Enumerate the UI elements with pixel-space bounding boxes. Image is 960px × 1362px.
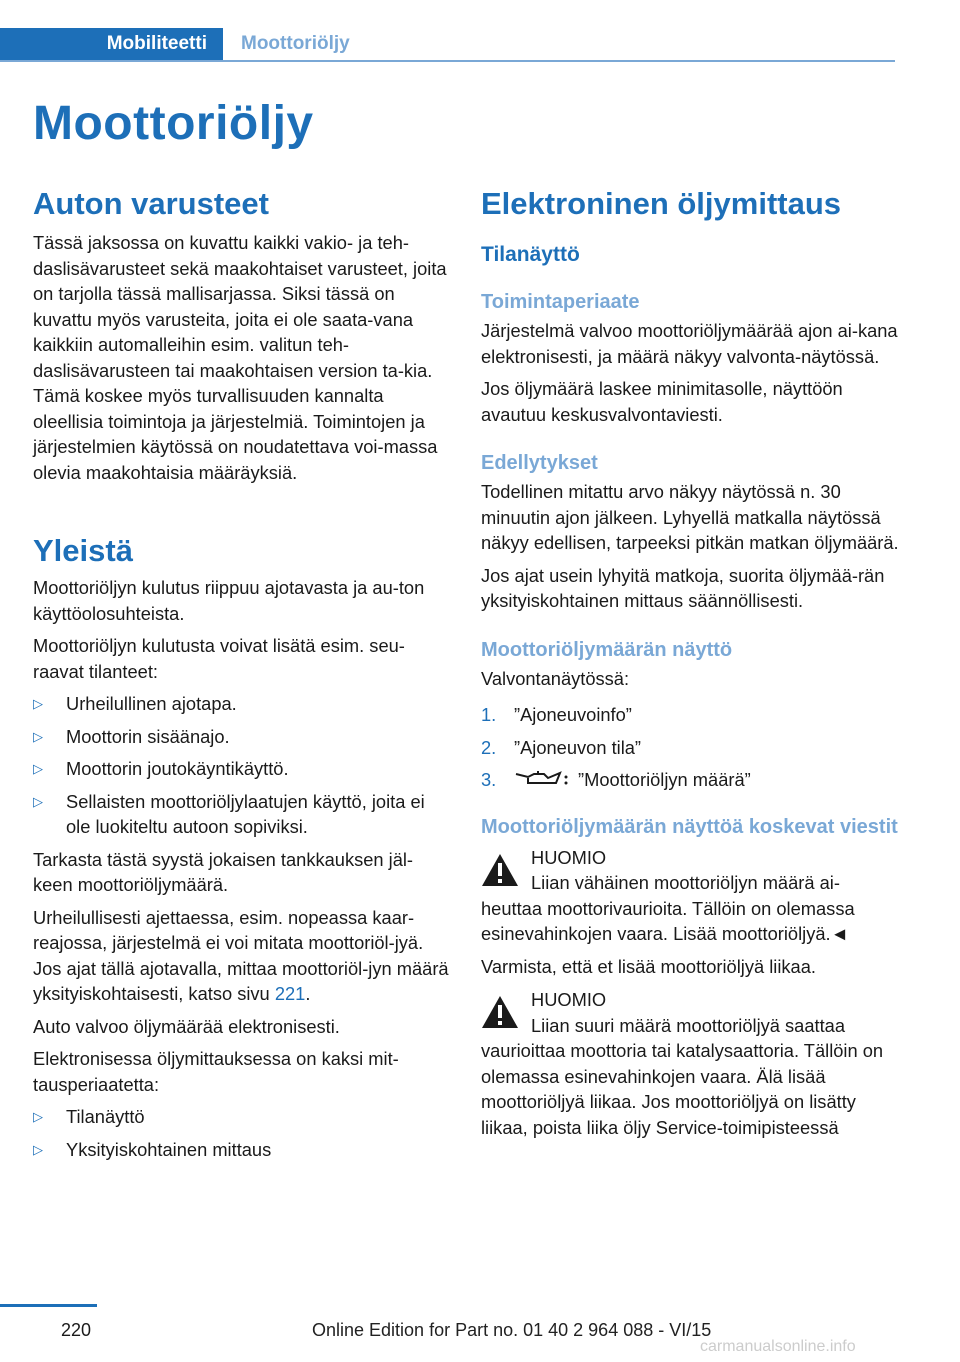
page-ref-link[interactable]: 221 [274, 983, 306, 1004]
right-column [481, 186, 899, 1140]
sport-text: Urheilullisesti ajettaessa, esim. nopeassa kaar-reajossa, järjestelmä ei voi mitata moottoriöl-jyä. Jos ajat tällä ajotavalla, mittaa moottoriöl-jyn määrä yksityiskohtaisesti, katso sivu 221. [33, 906, 449, 1004]
equipment-text: Tässä jaksossa on kuvattu kaikki vakio- ja teh-daslisävarusteet sekä maakohtaiset varusteet, joita on tarjolla tässä mallisarjassa. Siksi tässä on kuvattu myös varusteita, joita ei ole saata-vana kaikkiin automalleihin esim. valitun teh-daslisävarusteen tai maakohtaisen version ta-kia. Tämä koskee myös turvallisuuden kannalta oleellisia toimintoja ja järjestelmiä. Toimintojen ja järjestelmien käytössä on noudatettava voi-massa olevia maakohtaisia määräyksiä. [33, 232, 447, 483]
bullet-triangle-icon: ▷ [33, 696, 43, 711]
oil-display-heading: Moottoriöljymäärän näyttö [481, 638, 733, 661]
left-column [33, 186, 451, 1162]
display-paragraph: Valvontanäytössä: [481, 667, 630, 689]
tab-mobiliteetti[interactable]: Mobiliteetti [0, 28, 223, 60]
list-item: ▷ Yksityiskohtainen mittaus [33, 1137, 451, 1163]
status-display-heading: Tilanäyttö [481, 243, 580, 266]
principle-paragraph-1: Järjestelmä valvoo moottoriöljymäärää ajon ai-kana elektronisesti, ja määrä näkyy valvonta-näytössä. [481, 320, 898, 367]
principle-paragraph-2: Jos öljymäärä laskee minimitasolle, näyttöön avautuu keskusvalvontaviesti. [481, 378, 843, 425]
edition-text: Online Edition for Part no. 01 40 2 964 088 - VI/15 [312, 1320, 712, 1340]
warning-label: HUOMIO [531, 989, 607, 1010]
general-heading: Yleistä [33, 533, 133, 568]
principles-list [33, 1104, 451, 1162]
list-item: 3. ”Moottoriöljyn määrä” [481, 769, 751, 790]
warning-text: Liian suuri määrä moottoriöljyä saattaa vaurioittaa moottoria tai katalysaattoria. Tällöin on olemassa esinevahinkojen vaara. Älä lisää moottoriöljyä liikaa. Jos moottoriöljyä on lisätty liikaa, poista liika öljy Service-toimipisteessä [481, 1014, 884, 1138]
list-item: ▷ Moottorin sisäänajo. [33, 724, 451, 750]
page-number: 220 [61, 1320, 92, 1340]
list-item: ▷ Urheilullinen ajotapa. [33, 691, 451, 717]
list-item: ▷ Tilanäyttö [33, 1104, 451, 1130]
list-item: 2. ”Ajoneuvon tila” [481, 736, 642, 758]
messages-heading: Moottoriöljymäärän näyttöä koskevat viestit [481, 815, 898, 838]
warning-triangle-icon [481, 995, 519, 1029]
overfill-note: Varmista, että et lisää moottoriöljyä liikaa. [481, 955, 816, 977]
list-item: ▷ Moottorin joutokäyntikäyttö. [33, 756, 451, 782]
bullet-triangle-icon: ▷ [33, 793, 43, 809]
tab-moottoriolj[interactable]: Moottoriöljy [241, 33, 350, 54]
bullet-triangle-icon: ▷ [33, 761, 43, 776]
prerequisites-paragraph-2: Jos ajat usein lyhyitä matkoja, suorita öljymää-rän yksityiskohtainen mittaus säännöllisesti. [481, 564, 885, 611]
general-paragraph-2: Moottoriöljyn kulutusta voivat lisätä esim. seu-raavat tilanteet: [33, 635, 405, 682]
warning-text: Liian vähäinen moottoriöljyn määrä ai-heuttaa moottorivaurioita. Tällöin on olemassa esinevahinkojen vaara. Lisää moottoriöljyä.◄ [481, 872, 855, 944]
warning-label: HUOMIO [531, 846, 607, 868]
monitor-text: Auto valvoo öljymäärää elektronisesti. [33, 1015, 340, 1037]
list-item: ▷ Sellaisten moottoriöljylaatujen käyttö, joita ei ole luokiteltu autoon sopiviksi. [33, 790, 425, 837]
warning-box [481, 845, 899, 947]
equipment-heading: Auton varusteet [33, 186, 269, 221]
prerequisites-paragraph-1: Todellinen mitattu arvo näkyy näytössä n. 30 minuutin ajon jälkeen. Lyhyellä matkalla näytössä näkyy edellisen, tarpeeksi pitkän matkan öljymäärä. [481, 481, 899, 553]
header-divider [0, 60, 895, 62]
bullet-triangle-icon: ▷ [33, 1141, 43, 1157]
principle-heading: Toimintaperiaate [481, 291, 640, 313]
footer-divider [0, 1304, 97, 1307]
header-bar [0, 28, 895, 62]
steps-list [481, 702, 899, 793]
principles-text: Elektronisessa öljymittauksessa on kaksi mit-tausperiaatetta: [33, 1048, 399, 1095]
prerequisites-heading: Edellytykset [481, 452, 598, 474]
list-item: 1. ”Ajoneuvoinfo” [481, 704, 632, 725]
bullet-triangle-icon: ▷ [33, 728, 43, 744]
watermark: carmanualsonline.info [700, 1338, 856, 1355]
conditions-list [33, 691, 451, 840]
warning-triangle-icon [481, 853, 519, 887]
warning-box [481, 987, 899, 1140]
check-text: Tarkasta tästä syystä jokaisen tankkauksen jäl-keen moottoriöljymäärä. [33, 848, 414, 895]
oil-can-icon [514, 769, 572, 789]
electronic-oil-heading: Elektroninen öljymittaus [481, 186, 842, 221]
general-paragraph-1: Moottoriöljyn kulutus riippuu ajotavasta ja au-ton käyttöolosuhteista. [33, 577, 425, 624]
page-title: Moottoriöljy [33, 97, 314, 150]
bullet-triangle-icon: ▷ [33, 1109, 43, 1124]
